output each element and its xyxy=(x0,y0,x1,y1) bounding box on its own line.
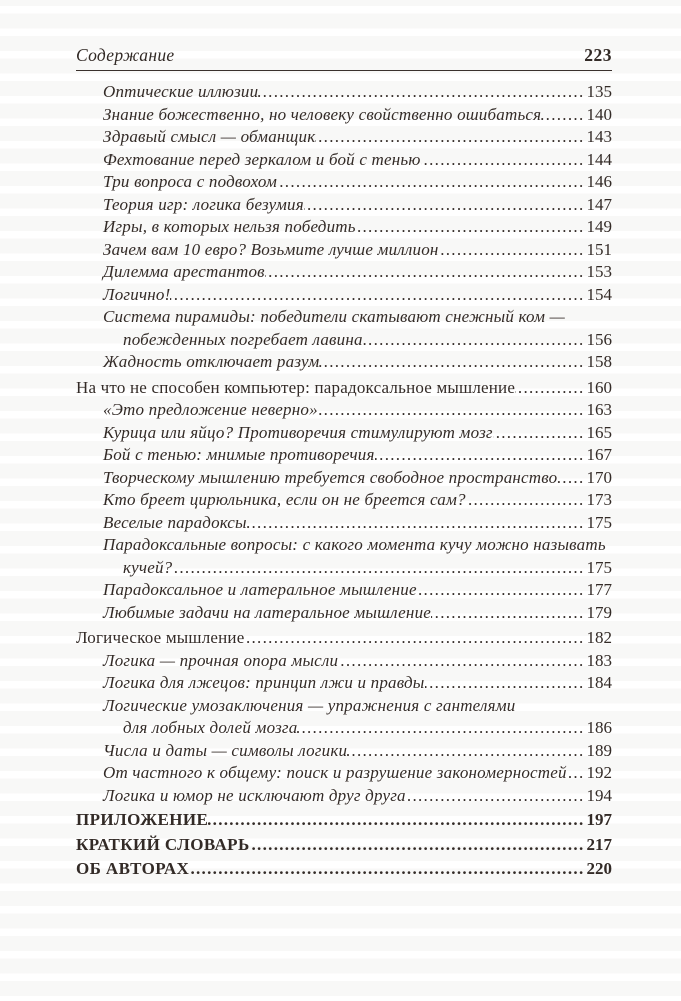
toc-entry-page: 170 xyxy=(586,467,612,487)
toc-entry-page: 143 xyxy=(586,127,612,146)
toc-entry-label: «Это предложение неверно» xyxy=(103,400,318,419)
toc-entry-label: Логика — прочная опора мысли xyxy=(103,650,339,670)
dot-leader xyxy=(318,399,585,422)
toc-entry-label: Веселые парадоксы xyxy=(103,512,247,532)
toc-entry xyxy=(76,126,612,149)
running-title: Содержание xyxy=(76,45,175,65)
dot-leader xyxy=(189,858,584,881)
toc-entry-page: 220 xyxy=(586,859,612,878)
dot-leader xyxy=(466,489,585,512)
toc-entry-label: Логические умозаключения — упражнения с гантелями xyxy=(103,695,516,715)
toc-entry-page: 173 xyxy=(586,490,612,509)
toc-entry xyxy=(76,534,612,557)
toc-entry xyxy=(76,512,612,535)
toc-entry-continuation xyxy=(76,717,612,740)
toc-entry xyxy=(76,239,612,262)
toc-entry-label: Парадоксальное и латеральное мышление xyxy=(103,580,417,599)
dot-leader xyxy=(277,171,584,194)
page-header xyxy=(76,0,612,71)
toc-entry-page: 197 xyxy=(586,810,612,829)
dot-leader xyxy=(244,627,584,650)
toc-entry xyxy=(76,602,612,625)
toc-entry-page: 175 xyxy=(586,557,612,577)
toc-entry-page: 165 xyxy=(586,422,612,442)
toc-entry-label: Кто бреет цирюльника, если он не бреется сам? xyxy=(103,490,466,509)
toc-entry-page: 154 xyxy=(586,284,612,304)
toc-entry xyxy=(76,377,612,400)
toc-entry-continuation xyxy=(76,557,612,580)
toc-entry-page: 146 xyxy=(586,172,612,191)
dot-leader xyxy=(541,104,584,127)
toc-entry-page: 182 xyxy=(586,628,612,647)
dot-leader xyxy=(208,809,584,832)
toc-entry-page: 144 xyxy=(586,149,612,169)
toc-entry-label: для лобных долей мозга xyxy=(123,718,298,737)
toc-entry-page: 158 xyxy=(586,352,612,371)
dot-leader xyxy=(363,329,585,352)
toc-entry-page: 151 xyxy=(586,239,612,259)
dot-leader xyxy=(567,762,585,785)
toc-entry-label: кучей? xyxy=(123,557,173,577)
toc-entry xyxy=(76,627,612,650)
toc-entry-label: побежденных погребает лавина xyxy=(123,329,363,349)
toc-entry xyxy=(76,351,612,374)
toc-entry xyxy=(76,104,612,127)
toc-entry xyxy=(76,489,612,512)
dot-leader xyxy=(439,239,585,262)
dot-leader xyxy=(356,216,585,239)
toc-entry xyxy=(76,740,612,763)
toc-entry xyxy=(76,672,612,695)
toc-entry-page: 189 xyxy=(586,740,612,760)
toc-entry xyxy=(76,399,612,422)
toc-entry-label: Логично! xyxy=(103,284,171,304)
toc-entry-page: 160 xyxy=(586,377,612,397)
dot-leader xyxy=(347,740,584,763)
toc-entry-page: 167 xyxy=(586,445,612,464)
toc-entry-label: Логика для лжецов: принцип лжи и правды xyxy=(103,673,425,692)
toc-entry-label: Теория игр: логика безумия xyxy=(103,194,304,214)
toc-entry xyxy=(76,579,612,602)
toc-entry-continuation xyxy=(76,329,612,352)
toc-entry-label: От частного к общему: поиск и разрушение закономерностей xyxy=(103,763,567,782)
dot-leader xyxy=(375,444,585,467)
toc-entry xyxy=(76,695,612,718)
toc-entry xyxy=(76,834,612,857)
toc-entry-page: 156 xyxy=(586,329,612,349)
toc-entry-label: Игры, в которых нельзя победить xyxy=(103,217,356,236)
toc-entry-label: Здравый смысл — обманщик xyxy=(103,127,316,146)
toc-entry-label: Дилемма арестантов xyxy=(103,262,265,281)
toc-entry xyxy=(76,467,612,490)
toc-entry-label: Числа и даты — символы логики xyxy=(103,740,348,760)
dot-leader xyxy=(247,512,585,535)
dot-leader xyxy=(425,672,585,695)
toc-entry-label: КРАТКИЙ СЛОВАРЬ xyxy=(76,834,250,854)
toc-entry-label: Логика и юмор не исключают друг друга xyxy=(103,785,406,805)
toc-entry-page: 192 xyxy=(586,763,612,782)
dot-leader xyxy=(515,377,584,400)
toc-entry-label: Курица или яйцо? Противоречия стимулируют мозг xyxy=(103,422,493,442)
dot-leader xyxy=(258,81,584,104)
dot-leader xyxy=(265,261,585,284)
toc-entry-label: Любимые задачи на латеральное мышление xyxy=(103,602,432,622)
toc-entry-page: 184 xyxy=(586,673,612,692)
toc-entry-page: 217 xyxy=(586,834,612,854)
dot-leader xyxy=(297,717,584,740)
toc-entry xyxy=(76,261,612,284)
toc-entry-label: На что не способен компьютер: парадоксальное мышление xyxy=(76,377,516,397)
page-number: 223 xyxy=(584,45,612,65)
toc-entry xyxy=(76,216,612,239)
toc-entry-label: Жадность отключает разум xyxy=(103,352,320,371)
toc-entry-label: Логическое мышление xyxy=(76,628,245,647)
toc-entry-label: Творческому мышлению требуется свободное пространство xyxy=(103,467,558,487)
toc-entry xyxy=(76,809,612,832)
toc-entry-label: Система пирамиды: победители скатывают снежный ком — xyxy=(103,307,565,326)
toc-entry xyxy=(76,444,612,467)
toc-entry xyxy=(76,284,612,307)
toc-entry-page: 147 xyxy=(586,194,612,214)
toc-entry-label: ПРИЛОЖЕНИЕ xyxy=(76,810,209,829)
toc-entry-label: Знание божественно, но человеку свойственно ошибаться xyxy=(103,104,542,124)
toc-entry-page: 177 xyxy=(586,580,612,599)
toc-entry xyxy=(76,762,612,785)
dot-leader xyxy=(338,650,584,673)
toc-entry xyxy=(76,422,612,445)
dot-leader xyxy=(493,422,585,445)
dot-leader xyxy=(421,149,585,172)
toc-entry xyxy=(76,81,612,104)
toc-entry-page: 186 xyxy=(586,718,612,737)
toc-entry-page: 140 xyxy=(586,104,612,124)
toc-list xyxy=(76,81,612,881)
toc-entry-page: 163 xyxy=(586,400,612,419)
toc-entry xyxy=(76,194,612,217)
dot-leader xyxy=(172,557,584,580)
toc-entry-page: 194 xyxy=(586,785,612,805)
toc-entry-label: Фехтование перед зеркалом и бой с тенью xyxy=(103,149,421,169)
toc-entry-page: 179 xyxy=(586,602,612,622)
dot-leader xyxy=(315,126,584,149)
toc-entry-page: 149 xyxy=(586,217,612,236)
toc-entry xyxy=(76,171,612,194)
toc-entry-page: 183 xyxy=(586,650,612,670)
dot-leader xyxy=(557,467,584,490)
toc-entry-label: Парадоксальные вопросы: с какого момента кучу можно называть xyxy=(103,535,606,554)
dot-leader xyxy=(417,579,585,602)
toc-entry-label: Три вопроса с подвохом xyxy=(103,172,278,191)
toc-entry xyxy=(76,785,612,808)
toc-entry-label: Зачем вам 10 евро? Возьмите лучше миллион xyxy=(103,239,439,259)
toc-entry-label: Оптические иллюзии xyxy=(103,82,259,101)
toc-entry xyxy=(76,650,612,673)
dot-leader xyxy=(431,602,584,625)
dot-leader xyxy=(319,351,584,374)
toc-entry-page: 175 xyxy=(586,512,612,532)
dot-leader xyxy=(250,834,585,857)
dot-leader xyxy=(406,785,585,808)
dot-leader xyxy=(304,194,585,217)
dot-leader xyxy=(170,284,584,307)
toc-entry xyxy=(76,306,612,329)
toc-entry xyxy=(76,858,612,881)
toc-entry-label: ОБ АВТОРАХ xyxy=(76,859,190,878)
toc-entry-page: 135 xyxy=(586,82,612,101)
toc-entry xyxy=(76,149,612,172)
toc-entry-label: Бой с тенью: мнимые противоречия xyxy=(103,445,375,464)
toc-entry-page: 153 xyxy=(586,262,612,281)
